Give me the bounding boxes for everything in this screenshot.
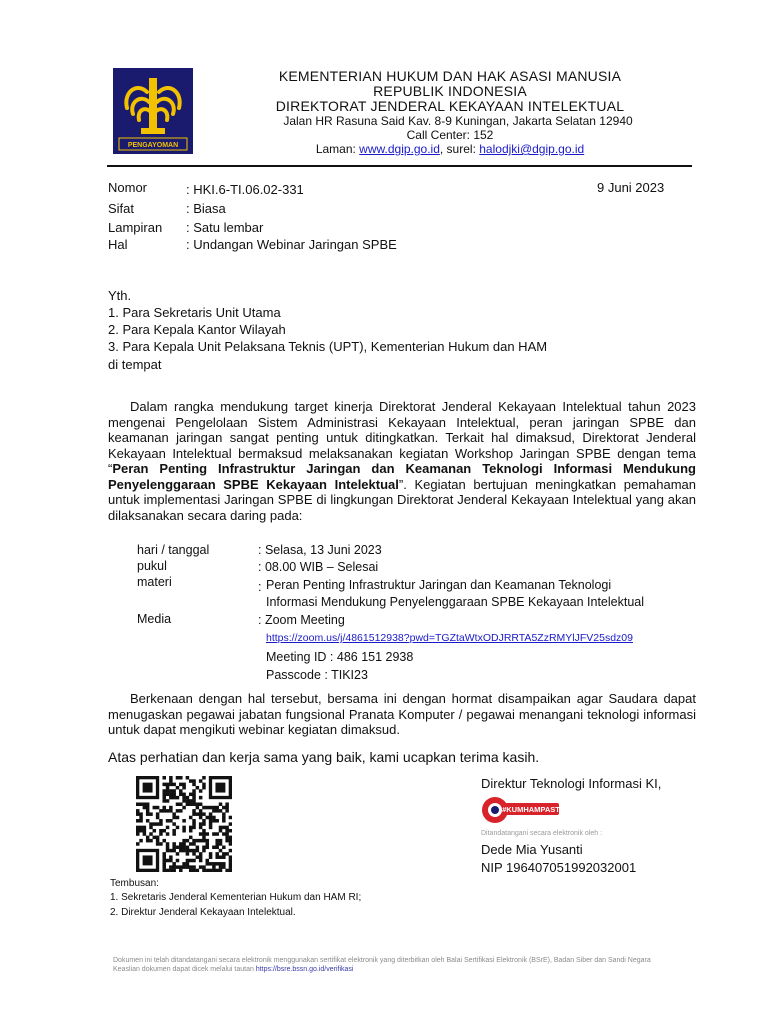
closing-line: Atas perhatian dan kerja sama yang baik, kami ucapkan terima kasih. xyxy=(108,749,540,765)
logo-text: PENGAYOMAN xyxy=(127,142,179,149)
office-address: Jalan HR Rasuna Said Kav. 8-9 Kuningan, Jakarta Selatan 12940 xyxy=(283,114,633,128)
signer-nip: NIP 196407051992032001 xyxy=(481,860,637,875)
qr-code xyxy=(136,776,232,872)
p1-text-b: ”. Kegiatan bertujuan meningkatkan pemahaman untuk implementasi Jaringan SPBE di lingkungan Direktorat Jenderal Kekayaan Intelektual yang akan dilaksanakan secara daring pada: xyxy=(108,476,696,523)
recipient-place: di tempat xyxy=(108,357,162,372)
passcode: Passcode : TIKI23 xyxy=(266,668,368,682)
recipient-item: 2. Para Kepala Kantor Wilayah xyxy=(108,322,286,337)
materi-line-1: Peran Penting Infrastruktur Jaringan dan Keamanan Teknologi xyxy=(266,578,612,592)
tembusan-item: 2. Direktur Jenderal Kekayaan Intelektual. xyxy=(110,907,296,918)
laman-label: Laman: xyxy=(315,142,360,156)
meeting-id: Meeting ID : 486 151 2938 xyxy=(266,650,414,664)
body-paragraph-1 xyxy=(108,399,696,523)
p2-text: Berkenaan dengan hal tersebut, bersama ini dengan hormat disampaikan agar Saudara dapat menugaskan pegawai jabatan fungsional Pranata Komputer / pegawai menangani teknologi informasi untuk dapat mengikuti webinar kegiatan dimaksud. xyxy=(108,691,696,737)
footer-verify-line xyxy=(113,966,353,973)
media-value: : Zoom Meeting xyxy=(258,613,345,627)
materi-label: materi xyxy=(137,575,172,589)
signed-note: Ditandatangani secara elektronik oleh : xyxy=(481,830,603,837)
recipient-item: 1. Para Sekretaris Unit Utama xyxy=(108,305,281,320)
recipient-item: 3. Para Kepala Unit Pelaksana Teknis (UPT), Kementerian Hukum dan HAM xyxy=(108,339,548,354)
signer-title: Direktur Teknologi Informasi KI, xyxy=(481,776,662,791)
footer-certificate-note: Dokumen ini telah ditandatangani secara elektronik menggunakan sertifikat elektronik yang diterbitkan oleh Balai Sertifikasi Elektronik (BSrE), Badan Siber dan Sandi Negara xyxy=(113,957,651,964)
country-name: REPUBLIK INDONESIA xyxy=(373,83,527,99)
contact-line xyxy=(200,142,700,156)
ministry-name: KEMENTERIAN HUKUM DAN HAK ASASI MANUSIA xyxy=(278,68,622,84)
p1-text-a: Dalam rangka mendukung target kinerja Direktorat Jenderal Kekayaan Intelektual tahun 2023 mengenai Pengelolaan Sistem Administrasi Kekayaan Intelektual, peran jaringan SPBE dan keamanan jaringan sangat penting untuk ditingkatkan. Terkait hal dimaksud, Direktorat Jenderal Kekayaan Intelektual bermaksud melaksanakan kegiatan Workshop Jaringan SPBE dengan tema “ xyxy=(108,399,696,476)
kumham-pasti-badge xyxy=(481,793,561,831)
materi-colon: : xyxy=(258,580,262,594)
lampiran-label: Lampiran xyxy=(108,220,163,235)
hal-label: Hal xyxy=(108,237,128,252)
website-link[interactable]: www.dgip.go.id xyxy=(359,142,440,156)
lampiran-value: : Satu lembar xyxy=(186,220,264,235)
directorate-name: DIREKTORAT JENDERAL KEKAYAAN INTELEKTUAL xyxy=(275,98,625,114)
tembusan-item: 1. Sekretaris Jenderal Kementerian Hukum dan HAM RI; xyxy=(110,892,362,903)
hari-value: : Selasa, 13 Juni 2023 xyxy=(258,543,382,557)
badge-text: #KUMHAMPASTI xyxy=(502,805,561,814)
pukul-label: pukul xyxy=(137,559,167,573)
sifat-label: Sifat xyxy=(108,201,135,216)
sifat-value: : Biasa xyxy=(186,201,226,216)
signer-name: Dede Mia Yusanti xyxy=(481,842,583,857)
p1-theme: Peran Penting Infrastruktur Jaringan dan Keamanan Teknologi Informasi Mendukung Penyelenggaraan SPBE Kekayaan Intelektual xyxy=(108,461,696,492)
pukul-value: : 08.00 WIB – Selesai xyxy=(258,560,379,574)
verification-link[interactable]: https://bsre.bssn.go.id/verifikasi xyxy=(255,966,354,973)
zoom-link[interactable]: https://zoom.us/j/4861512938?pwd=TGZtaWtxODJRRTA5ZzRMYlJFV25sdz09 xyxy=(266,632,633,644)
header-divider xyxy=(107,165,692,167)
letter-date: 9 Juni 2023 xyxy=(597,180,665,195)
ministry-logo xyxy=(113,68,193,154)
email-link[interactable]: halodjki@dgip.go.id xyxy=(479,142,585,156)
materi-line-2: Informasi Mendukung Penyelenggaraan SPBE Kekayaan Intelektual xyxy=(266,595,645,609)
nomor-value: : HKI.6-TI.06.02-331 xyxy=(186,182,304,197)
call-center: Call Center: 152 xyxy=(406,128,494,142)
body-paragraph-2 xyxy=(108,691,696,738)
surel-label: , surel: xyxy=(439,142,480,156)
footer-verify-prefix: Keaslian dokumen dapat dicek melalui tautan xyxy=(113,966,256,973)
media-label: Media xyxy=(137,612,172,626)
hari-label: hari / tanggal xyxy=(137,543,210,557)
yth-label: Yth. xyxy=(108,288,132,303)
nomor-label: Nomor xyxy=(108,180,148,195)
hal-value: : Undangan Webinar Jaringan SPBE xyxy=(186,237,397,252)
tembusan-label: Tembusan: xyxy=(110,878,159,889)
